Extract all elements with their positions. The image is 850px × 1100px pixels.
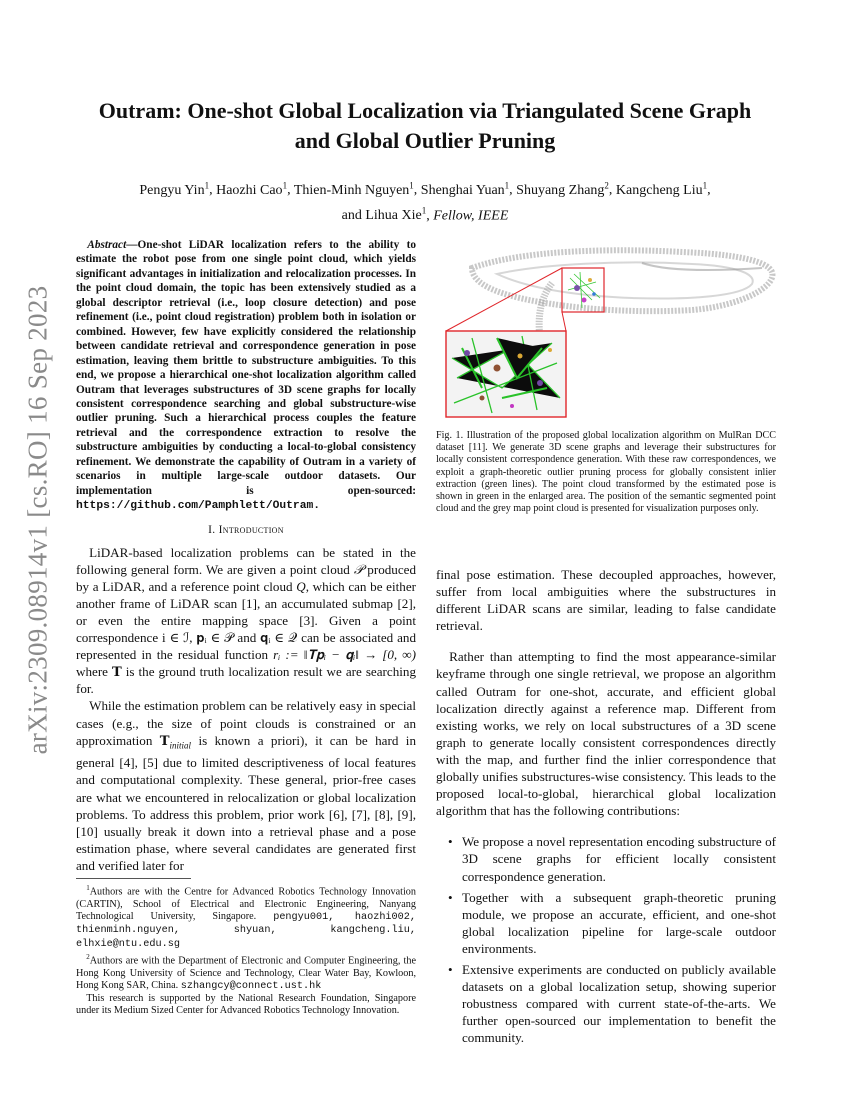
figure-1-image	[442, 238, 778, 424]
author: Pengyu Yin$^1$	[139, 180, 210, 198]
author: and Lihua Xie$^1$	[341, 205, 427, 224]
paper-title: Outram: One-shot Global Localization via Triangulated Scene Graph and Global Outlier Pruning	[98, 98, 752, 153]
intro-paragraph-2: While the estimation problem can be relatively easy in special cases (e.g., the size of point clouds is constrained or an approximation 𝐓$_{initial}$ is known a priori), it can be hard in general [4], [5] due to limited descriptiveness of local features and computational complexity. These general, prior-free cases are what we encountered in relocalization or global localization problems. To address this problem, prior work [6], [7], [8], [9], [10] usually break it down into a retrieval phase and a pose estimation phase, where several candidates are generated first and verified later for	[76, 698, 416, 873]
arxiv-stamp-text: arXiv:2309.08914v1 [cs.RO] 16 Sep 2023	[22, 285, 53, 755]
code-link[interactable]: https://github.com/Pamphlett/Outram.	[76, 500, 321, 513]
figure-caption: Fig. 1. Illustration of the proposed global localization algorithm on MulRan DCC dataset [11]. We generate 3D scene graphs and leverage their substructures for locally consistent correspondence generation. With these raw correspondences, we exploit a graph-theoretic outlier pruning process for globally consistent inlier extraction (green lines). The point cloud transformed by the estimated pose is shown in green in the enlarged area. The position of the semantic segmented point cloud and the grey map point cloud is presented for visualization purposes only.	[436, 430, 776, 515]
author-list: Pengyu Yin$^1$, Haozhi Cao$^1$, Thien-Minh Nguyen$^1$, Shenghai Yuan$^1$, Shuyang Zhang$^2$, Kangcheng Liu$^1$, and Lihua Xie$^1$, Fellow, IEEE	[139, 180, 711, 224]
list-item: • Extensive experiments are conducted on publicly available datasets on a global localization setup, showing superior robustness compared with current state-of-the-arts. We further open-sourced our implementation to benefit the community.	[448, 961, 776, 1046]
author: Shenghai Yuan$^1$	[420, 180, 510, 198]
list-item: • We propose a novel representation encoding substructure of 3D scene graphs for efficient locally consistent correspondence generation.	[448, 834, 776, 884]
right-column	[436, 566, 776, 1050]
section-heading: I. Introduction	[208, 523, 284, 536]
footnote: $^2$Authors are with the Department of Electronic and Computer Engineering, the Hong Kong University of Science and Technology, Clear Water Bay, Kowloon, Hong Kong SAR, China. szhangcy@connect.ust.hk	[76, 952, 416, 992]
footnote: This research is supported by the National Research Foundation, Singapore under its Medium Sized Center for Advanced Robotics Technology Innovation.	[76, 993, 416, 1017]
abstract: Abstract—One-shot LiDAR localization refers to the ability to estimate the robot pose from one single point cloud, which yields significant advantages in initialization and relocalization processes. In the point cloud domain, the topic has been extensively studied as a global descriptor retrieval (i.e., loop closure detection) and pose refinement (i.e., point cloud registration) problem both in isolation or combined. However, few have explicitly considered the relationship between candidate retrieval and correspondence generation in pose estimation, leaving them brittle to substructure ambiguities. To this end, we propose a hierarchical one-shot localization algorithm called Outram that leverages substructures of 3D scene graphs for locally consistent correspondence searching and global substructure-wise outlier pruning. Such a hierarchical process couples the feature retrieval and the correspondence extraction to resolve the substructure ambiguities by conducting a local-to-global consistency refinement. We demonstrate the capability of Outram in a variety of scenarios in multiple large-scale outdoor datasets. Our implementation is open-sourced: https://github.com/Pamphlett/Outram.	[76, 239, 416, 513]
author: Haozhi Cao$^1$	[216, 180, 288, 198]
author: Shuyang Zhang$^2$	[516, 180, 609, 198]
footnotes	[76, 878, 416, 1018]
arxiv-stamp	[18, 285, 58, 755]
right-paragraph-2: Rather than attempting to find the most appearance-similar keyframe through one single retrieval, we propose an algorithm called Outram for one-shot, accurate, and efficient global localization directly against a reference map. Different from existing works, we rely on local substructures of a 3D scene graph to generate locally consistent correspondences directly with the map, and further find the inlier correspondence that globally unifies substructures-wise consistency. This leads to the proposed local-to-global, hierarchical global localization algorithm that has the following contributions:	[436, 649, 776, 819]
author: Thien-Minh Nguyen$^1$	[293, 180, 414, 198]
author: Kangcheng Liu$^1$	[615, 180, 708, 198]
fellow-label: Fellow, IEEE	[433, 208, 509, 224]
footnote: $^1$Authors are with the Centre for Advanced Robotics Technology Innovation (CARTIN), School of Electrical and Electronic Engineering, Nanyang Technological University, Singapore. pengyu001, haozhi002, thienminh.nguyen, shyuan, kangcheng.liu, elhxie@ntu.edu.sg	[76, 884, 417, 950]
intro-paragraph-1: LiDAR-based localization problems can be stated in the following general form. We are given a point cloud 𝒫 produced by a LiDAR, and a reference point cloud Q, which can be either another frame of LiDAR scan [1], an accumulated submap [2], or even the entire mapping space [3]. Given a point correspondence i ∈ ℐ, 𝐩ᵢ ∈ 𝒫 and 𝐪ᵢ ∈ 𝒬 can be associated and represented in the residual function rᵢ := ‖𝐓𝐩ᵢ − 𝐪ᵢ‖ → [0, ∞) where 𝐓 is the ground truth localization result we are searching for.	[76, 544, 417, 697]
right-paragraph-1: final pose estimation. These decoupled approaches, however, suffer from local ambiguities where the substructures in different LiDAR scans are similar, leading to false candidate retrieval.	[436, 567, 776, 634]
list-item: • Together with a subsequent graph-theoretic pruning module, we propose an accurate, efficient, and one-shot global localization pipeline for large-scale outdoor environments.	[448, 889, 776, 956]
left-column	[76, 238, 416, 874]
contribution-list	[436, 833, 776, 1046]
